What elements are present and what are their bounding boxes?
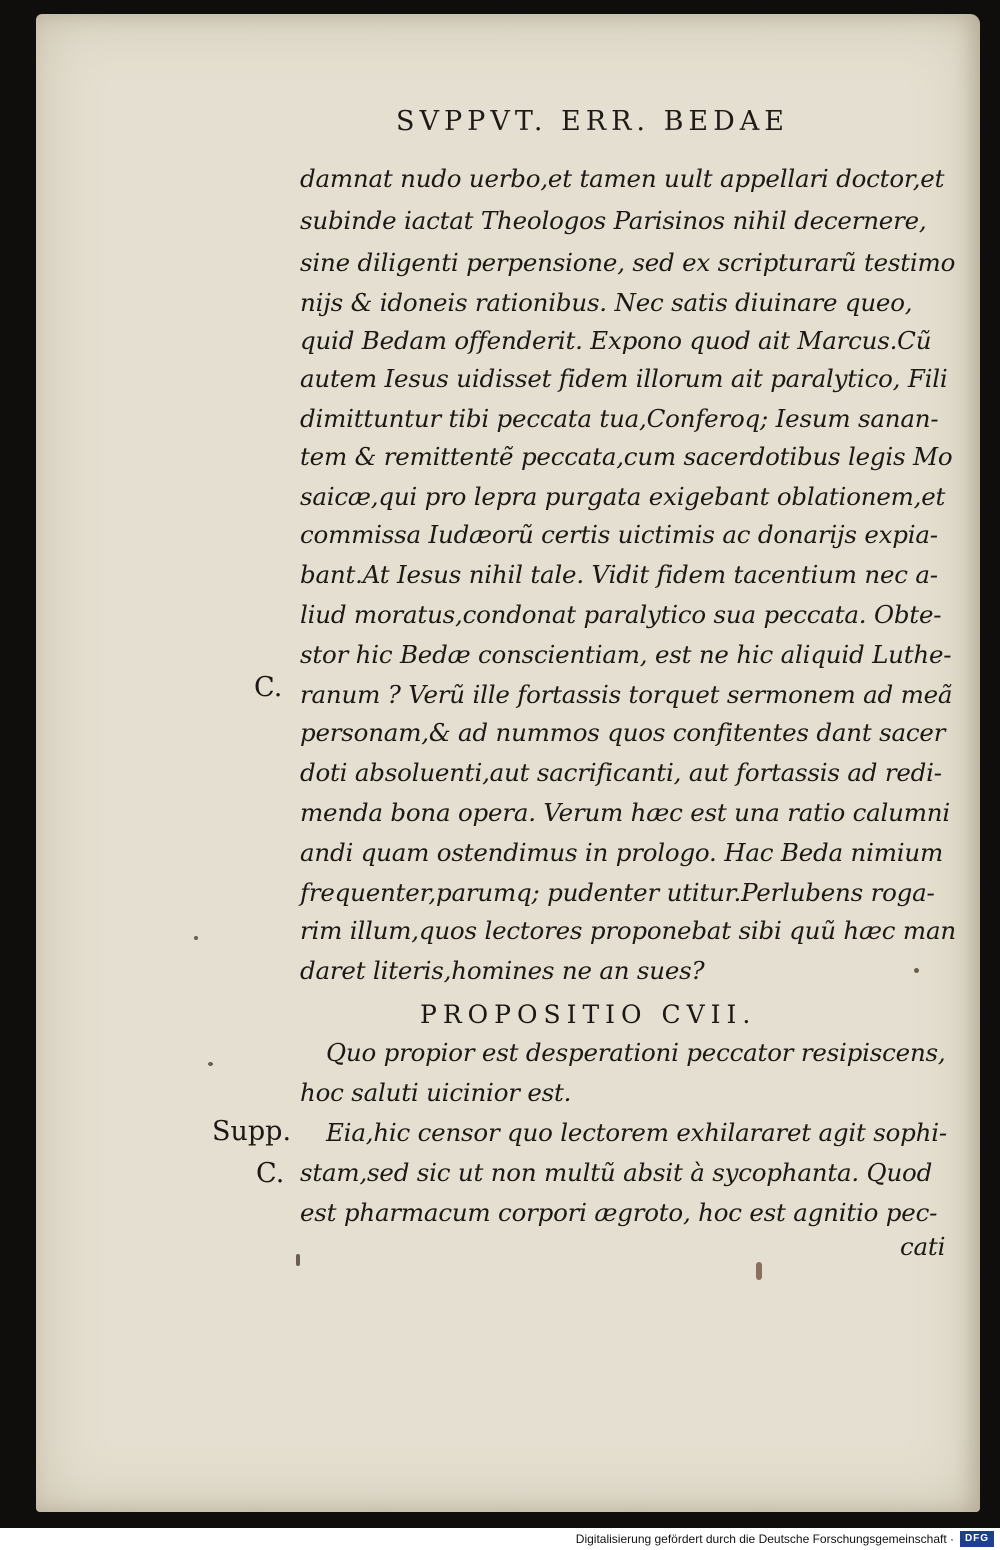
dfg-logo-icon: DFG <box>960 1531 994 1547</box>
catchword: cati <box>900 1232 946 1261</box>
section-heading: PROPOSITIO CVII. <box>420 1000 757 1029</box>
text-line: bant.At Iesus nihil tale. Vidit fidem tacentium nec a- <box>300 560 938 589</box>
text-line: daret literis,homines ne an sues? <box>300 956 705 985</box>
text-line: commissa Iudæorũ certis uictimis ac donarijs expia- <box>300 520 938 549</box>
text-line: quid Bedam offenderit. Expono quod ait Marcus.Cũ <box>300 326 932 355</box>
text-line: nijs & idoneis rationibus. Nec satis diuinare queo, <box>300 288 913 317</box>
marginal-note-c: C. <box>256 1158 285 1189</box>
text-line: tem & remittentẽ peccata,cum sacerdotibus legis Mo <box>300 442 953 471</box>
text-line: personam,& ad nummos quos confitentes dant sacer <box>300 718 946 747</box>
text-line: Eia,hic censor quo lectorem exhilararet agit sophi- <box>326 1118 947 1147</box>
footer-bar <box>0 1528 1000 1550</box>
text-line: stam,sed sic ut non multũ absit à sycophanta. Quod <box>300 1158 933 1187</box>
text-line: liud moratus,condonat paralytico sua peccata. Obte- <box>300 600 942 629</box>
ink-speck <box>914 968 919 973</box>
marginal-note-c: C. <box>254 672 283 703</box>
text-line: est pharmacum corpori ægroto, hoc est agnitio pec- <box>300 1198 938 1227</box>
text-line: subinde iactat Theologos Parisinos nihil decernere, <box>300 206 927 235</box>
text-line: menda bona opera. Verum hæc est una ratio calumni <box>300 798 950 827</box>
text-line: saicæ,qui pro lepra purgata exigebant oblationem,et <box>300 482 946 511</box>
text-line: autem Iesus uidisset fidem illorum ait paralytico, Fili <box>300 364 948 393</box>
text-line: frequenter,parumq; pudenter utitur.Perlubens roga- <box>300 878 935 907</box>
ink-speck <box>208 1062 213 1066</box>
text-line: doti absoluenti,aut sacrificanti, aut fortassis ad redi- <box>300 758 942 787</box>
text-line: stor hic Bedæ conscientiam, est ne hic aliquid Luthe- <box>300 640 952 669</box>
marginal-note-supp: Supp. <box>212 1116 292 1147</box>
text-line: damnat nudo uerbo,et tamen uult appellari doctor,et <box>300 164 945 193</box>
proposition-line: Quo propior est desperationi peccator resipiscens, <box>326 1038 946 1067</box>
ink-speck <box>194 936 198 940</box>
text-line: ranum ? Verũ ille fortassis torquet sermonem ad meã <box>300 680 953 709</box>
text-line: andi quam ostendimus in prologo. Hac Beda nimium <box>300 838 943 867</box>
text-line: dimittuntur tibi peccata tua,Conferoq; Iesum sanan- <box>300 404 939 433</box>
running-head: SVPPVT. ERR. BEDAE <box>396 106 789 137</box>
text-line: sine diligenti perpensione, sed ex scripturarũ testimo <box>300 248 956 277</box>
text-line: rim illum,quos lectores proponebat sibi quũ hæc man <box>300 916 956 945</box>
ink-speck <box>296 1254 300 1266</box>
funding-notice: Digitalisierung gefördert durch die Deutsche Forschungsgemeinschaft · <box>575 1532 954 1546</box>
paper-stain <box>756 1262 762 1280</box>
proposition-line: hoc saluti uicinior est. <box>300 1078 572 1107</box>
